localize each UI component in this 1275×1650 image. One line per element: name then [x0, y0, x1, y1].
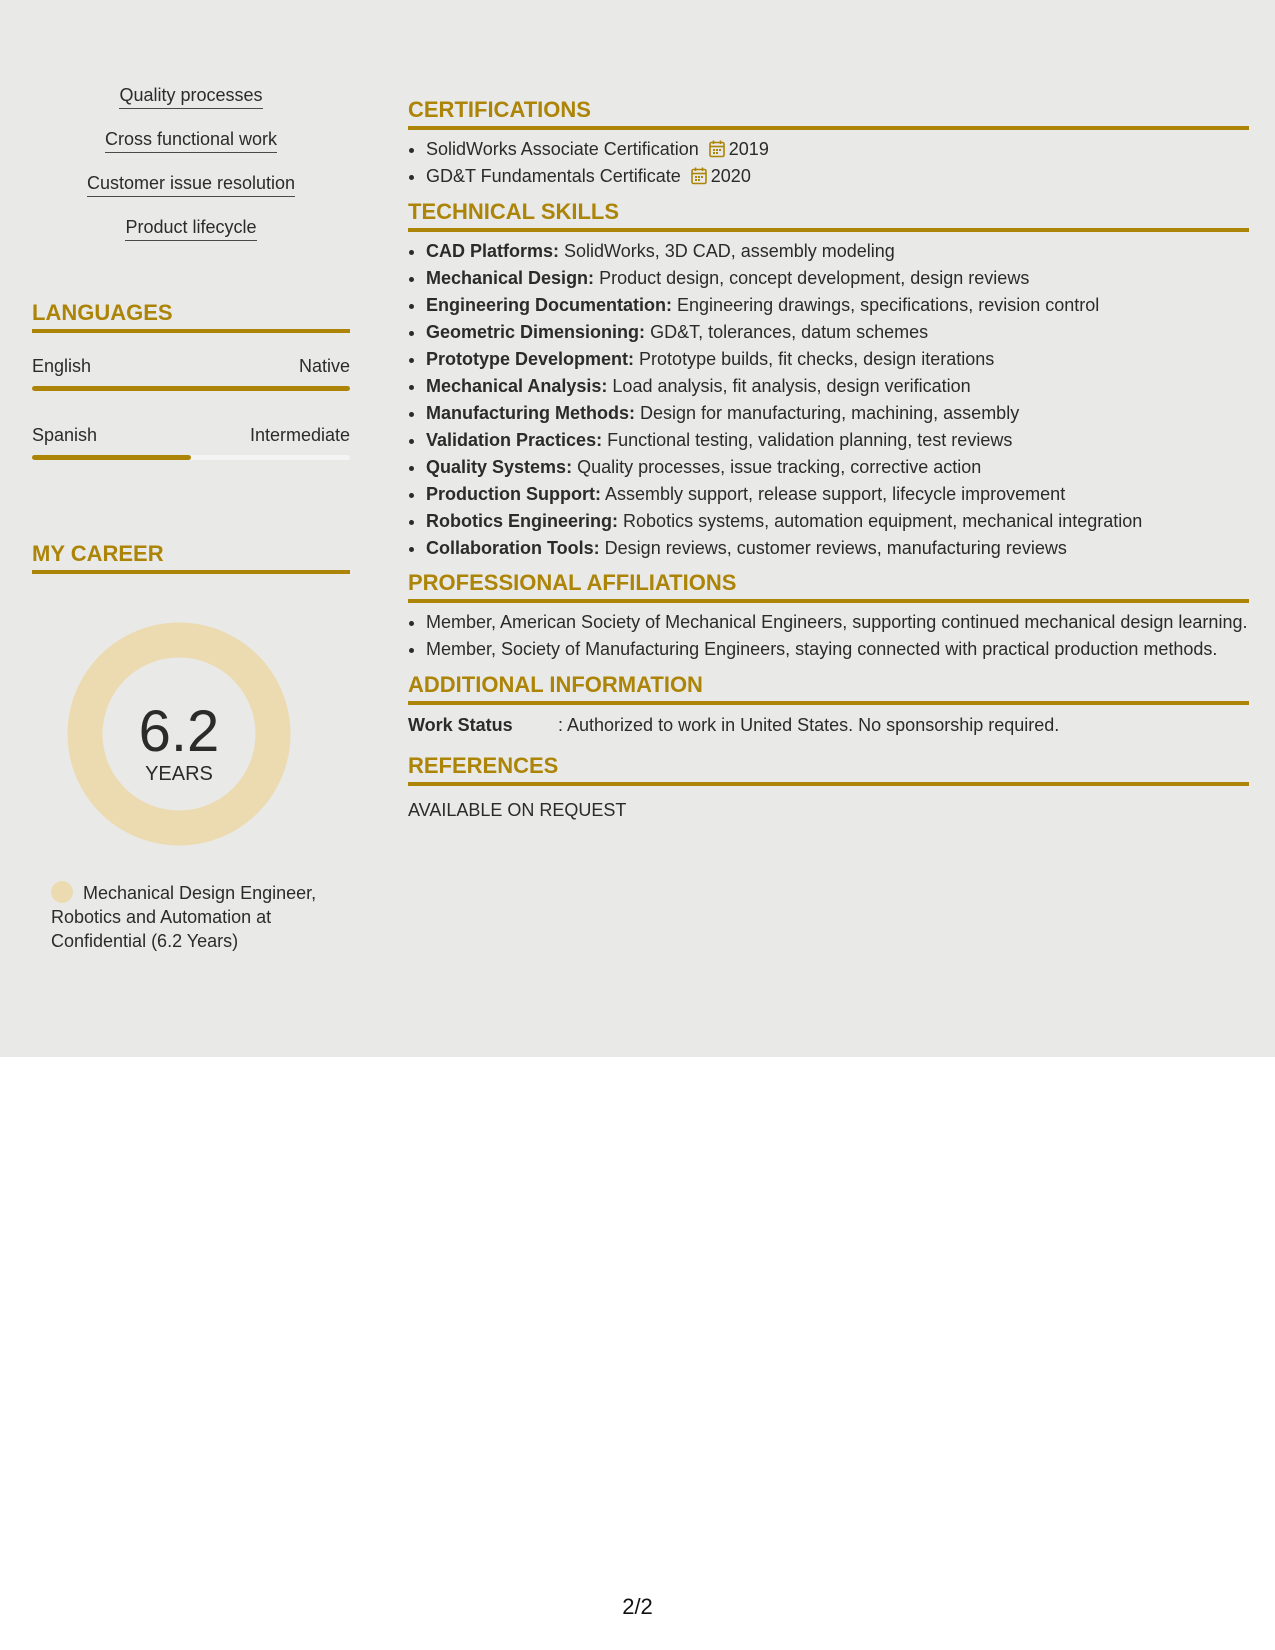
technical-skills-heading: TECHNICAL SKILLS	[408, 199, 1249, 232]
skill-value: Load analysis, fit analysis, design verification	[612, 375, 971, 396]
additional-info-heading: ADDITIONAL INFORMATION	[408, 672, 1249, 705]
skill-item	[426, 294, 1249, 318]
languages-section	[32, 300, 350, 460]
skill-value: Design reviews, customer reviews, manufacturing reviews	[604, 537, 1067, 558]
calendar-icon	[709, 140, 725, 158]
career-section	[32, 541, 350, 951]
skill-label: Geometric Dimensioning:	[426, 321, 646, 342]
career-heading: MY CAREER	[32, 541, 350, 574]
skill-tag: Product lifecycle	[125, 216, 256, 241]
skill-value: Prototype builds, fit checks, design iterations	[639, 348, 995, 369]
career-total-unit: YEARS	[145, 763, 213, 785]
career-donut-chart	[32, 619, 350, 859]
language-name: Spanish	[32, 425, 98, 445]
info-row	[408, 713, 1249, 737]
certification-year: 2020	[710, 166, 751, 186]
technical-skills-section	[408, 199, 1249, 561]
skill-tag: Quality processes	[119, 84, 262, 109]
language-bar	[32, 455, 350, 460]
skill-tag: Cross functional work	[105, 128, 277, 153]
skill-label: Engineering Documentation:	[426, 294, 673, 315]
skill-item	[426, 375, 1249, 399]
certification-name: GD&T Fundamentals Certificate	[426, 166, 681, 186]
skill-item	[426, 510, 1249, 534]
skill-value: SolidWorks, 3D CAD, assembly modeling	[564, 240, 895, 261]
skill-label: Collaboration Tools:	[426, 537, 600, 558]
career-legend-item	[51, 881, 341, 953]
language-level: Intermediate	[249, 425, 350, 445]
references-text: AVAILABLE ON REQUEST	[408, 799, 627, 820]
language-bar	[32, 386, 350, 391]
info-value: : Authorized to work in United States. No sponsorship required.	[558, 714, 1060, 735]
certifications-heading: CERTIFICATIONS	[408, 97, 1249, 130]
skill-value: Engineering drawings, specifications, revision control	[677, 294, 1100, 315]
calendar-icon	[691, 167, 707, 185]
info-label: Work Status	[408, 714, 513, 735]
language-name: English	[32, 356, 92, 376]
language-bar-fill	[32, 455, 191, 460]
skill-item	[426, 429, 1249, 453]
skill-label: Quality Systems:	[426, 456, 573, 477]
additional-info-section	[408, 672, 1249, 737]
affiliation-item: • Member, Society of Manufacturing Engineers, staying connected with practical production methods.	[426, 638, 1249, 662]
skill-label: Manufacturing Methods:	[426, 402, 635, 423]
certifications-section	[408, 97, 1249, 189]
certification-item	[426, 138, 1249, 162]
career-legend-dot	[51, 881, 73, 903]
references-section	[408, 753, 1249, 822]
affiliation-item: • Member, American Society of Mechanical Engineers, supporting continued mechanical design learning.	[426, 611, 1249, 635]
language-item	[32, 355, 350, 391]
skill-item	[426, 456, 1249, 480]
skill-label: Prototype Development:	[426, 348, 635, 369]
skill-item	[426, 348, 1249, 372]
affiliations-section	[408, 570, 1249, 662]
skill-item	[426, 321, 1249, 345]
page-number: 2/2	[622, 1594, 653, 1619]
career-total-value: 6.2	[138, 699, 220, 764]
right-column	[408, 97, 1249, 832]
skill-value: Robotics systems, automation equipment, mechanical integration	[623, 510, 1143, 531]
certification-year: 2019	[728, 139, 769, 159]
language-item	[32, 424, 350, 460]
skill-item	[426, 240, 1249, 264]
skill-label: Mechanical Design:	[426, 267, 595, 288]
skill-value: Functional testing, validation planning, test reviews	[607, 429, 1013, 450]
skill-tags	[32, 84, 350, 260]
technical-skills-list	[408, 240, 1249, 561]
skill-value: Design for manufacturing, machining, assembly	[640, 402, 1020, 423]
skill-value: Product design, concept development, design reviews	[599, 267, 1030, 288]
skill-value: GD&T, tolerances, datum schemes	[650, 321, 929, 342]
affiliations-list	[408, 611, 1249, 662]
skill-tag: Customer issue resolution	[87, 172, 295, 197]
skill-label: Production Support:	[426, 483, 601, 504]
certifications-list	[408, 138, 1249, 189]
certification-name: SolidWorks Associate Certification	[426, 139, 699, 159]
language-level: Native	[298, 356, 350, 376]
certification-item	[426, 165, 1249, 189]
references-heading: REFERENCES	[408, 753, 1249, 786]
languages-heading: LANGUAGES	[32, 300, 350, 333]
skill-item	[426, 483, 1249, 507]
skill-value: Quality processes, issue tracking, corrective action	[577, 456, 982, 477]
skill-label: Mechanical Analysis:	[426, 375, 608, 396]
skill-value: Assembly support, release support, lifecycle improvement	[605, 483, 1066, 504]
skill-label: CAD Platforms:	[426, 240, 560, 261]
skill-label: Validation Practices:	[426, 429, 603, 450]
language-bar-fill	[32, 386, 350, 391]
skill-item	[426, 537, 1249, 561]
career-legend-label: Mechanical Design Engineer, Robotics and Automation at Confidential (6.2 Years)	[51, 883, 317, 951]
affiliations-heading: PROFESSIONAL AFFILIATIONS	[408, 570, 1249, 603]
skill-item	[426, 402, 1249, 426]
skill-label: Robotics Engineering:	[426, 510, 619, 531]
skill-item	[426, 267, 1249, 291]
